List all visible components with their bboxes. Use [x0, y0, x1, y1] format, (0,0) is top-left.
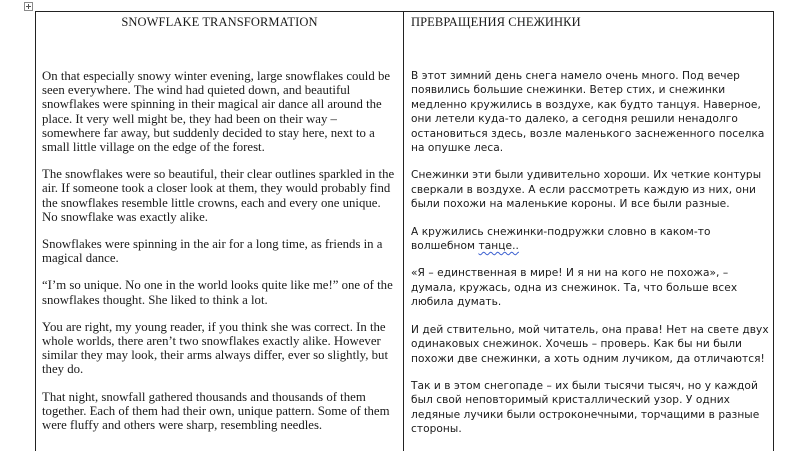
spellcheck-underlined-word[interactable]: танце..: [478, 240, 519, 253]
bilingual-table: [35, 11, 774, 451]
english-paragraph: Snowflakes were spinning in the air for a long time, as friends in a magical dance.: [42, 237, 383, 266]
russian-title: ПРЕВРАЩЕНИЯ СНЕЖИНКИ: [411, 15, 581, 29]
russian-paragraph: В этот зимний день снега намело очень много. Под вечер появились большие снежинки. Ветер стих, и снежинки медленно кружились в воздухе, как будто танцуя. Наверное, они летели куда-то далеко, а сегодня решили ненадолго остановиться здесь, возле маленького заснеженного поселка на опушке леса.: [411, 70, 765, 155]
russian-paragraph: Так и в этом снегопаде – их были тысячи тысяч, но у каждой был свой неповторимый кристаллический узор. У одних ледяные лучики были остроконечными, торчащими в разные стороны.: [411, 379, 760, 436]
table-move-handle-icon[interactable]: [24, 2, 33, 11]
english-paragraph: That night, snowfall gathered thousands and thousands of them together. Each of them had their own, unique pattern. Some of them were fluffy and others were sharp, resembling needles.: [42, 389, 390, 433]
english-title: SNOWFLAKE TRANSFORMATION: [121, 15, 318, 29]
russian-paragraph: И дей ствительно, мой читатель, она права! Нет на свете двух одинаковых снежинок. Хочешь – проверь. Как бы ни были похожи две снежинки, а хоть одним лучиком, да отличаются!: [411, 323, 769, 365]
russian-paragraph: [411, 225, 769, 254]
english-column[interactable]: [36, 12, 404, 451]
russian-body: [411, 69, 769, 437]
english-paragraph: The snowflakes were so beautiful, their clear outlines sparkled in the air. If someone took a closer look at them, they would probably find the snowflakes resemble little crowns, each and every one unique. No snowflake was exactly alike.: [42, 167, 395, 224]
russian-paragraph: Снежинки эти были удивительно хороши. Их четкие контуры сверкали в воздухе. А если рассмотреть каждую из них, они были похожи на маленькие короны. И все были разные.: [411, 169, 762, 211]
english-paragraph: On that especially snowy winter evening, large snowflakes could be seen everywhere. The wind had quieted down, and beautiful snowflakes were spinning in their magical air dance all around the place. It very well might be, they had been on their way – somewhere far away, but suddenly decided to stay here, next to a small little village on the edge of the forest.: [42, 69, 391, 155]
russian-paragraph: «Я – единственная в мире! И я ни на кого не похожа», – думала, кружась, одна из снежинок. Та, что больше всех любила думать.: [411, 267, 738, 309]
russian-paragraph-text: А кружились снежинки-подружки словно в каком-то волшебном: [411, 225, 711, 253]
russian-column[interactable]: [404, 12, 773, 451]
english-paragraph: “I’m so unique. No one in the world looks quite like me!” one of the snowflakes thought. She liked to think a lot.: [42, 278, 393, 307]
english-body: [42, 69, 397, 432]
english-paragraph: You are right, my young reader, if you think she was correct. In the whole worlds, there aren’t two snowflakes exactly alike. However similar they may look, their arms always differ, ever so slightly, but they do.: [42, 319, 388, 377]
